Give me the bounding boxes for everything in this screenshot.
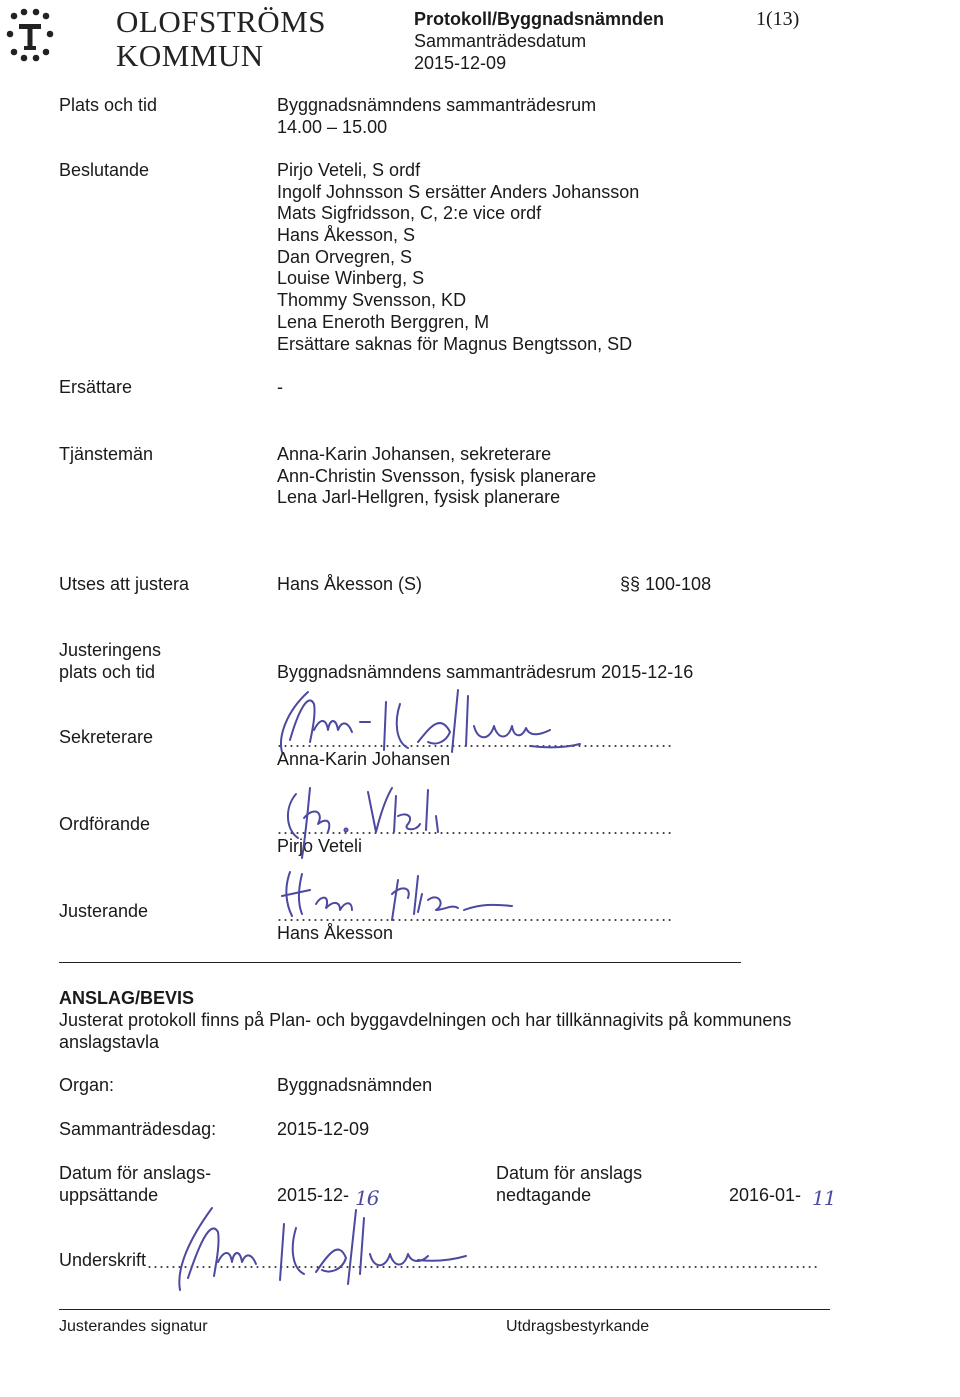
notice-handwritten-signature	[160, 1198, 480, 1298]
posted-day-handwritten: 16	[355, 1186, 379, 1210]
adjust-place-label-line2: plats och tid	[59, 662, 156, 682]
list-item: Hans Åkesson, S	[277, 225, 416, 246]
list-item: Louise Winberg, S	[277, 268, 425, 289]
adjusting-label: Justerande	[59, 901, 149, 921]
substitutes-value: -	[277, 377, 283, 397]
meeting-day-label: Sammanträdesdag:	[59, 1119, 217, 1139]
list-item: Mats Sigfridsson, C, 2:e vice ordf	[277, 203, 542, 224]
footer-extract-certification-label: Utdragsbestyrkande	[506, 1318, 650, 1335]
municipality-name-line1: OLOFSTRÖMS	[116, 4, 326, 39]
page-number: 1(13)	[756, 8, 800, 30]
list-item: Ingolf Johnsson S ersätter Anders Johansson	[277, 181, 640, 202]
notice-heading: ANSLAG/BEVIS	[59, 988, 195, 1008]
list-item: Anna-Karin Johansen, sekreterare	[277, 444, 552, 464]
municipality-emblem-icon	[6, 6, 54, 66]
meeting-day-value: 2015-12-09	[277, 1119, 370, 1139]
organ-value: Byggnadsnämnden	[277, 1075, 433, 1095]
secretary-name: Anna-Karin Johansen	[277, 749, 451, 769]
footer-divider	[59, 1309, 830, 1310]
list-item: Lena Eneroth Berggren, M	[277, 311, 490, 332]
chair-handwritten-signature	[268, 772, 488, 862]
removed-date-label-line1: Datum för anslags	[496, 1163, 643, 1183]
place-label: Plats och tid	[59, 95, 158, 115]
substitutes-label: Ersättare	[59, 377, 133, 397]
list-item: Lena Jarl-Hellgren, fysisk planerare	[277, 487, 561, 508]
posted-date-label-line2: uppsättande	[59, 1185, 159, 1205]
meeting-date: 2015-12-09	[414, 53, 507, 73]
municipality-logo	[6, 4, 326, 73]
adjuster-label: Utses att justera	[59, 574, 190, 594]
organ-label: Organ:	[59, 1075, 115, 1095]
deciding-list	[277, 160, 639, 355]
adjuster-value: Hans Åkesson (S)	[277, 574, 423, 594]
municipality-name-line2: KOMMUN	[116, 38, 264, 73]
notice-text-line2: anslagstavla	[59, 1032, 160, 1052]
footer-adjuster-signature-label: Justerandes signatur	[59, 1318, 208, 1335]
signature-label: Underskrift	[59, 1250, 147, 1270]
list-item: Dan Orvegren, S	[277, 246, 413, 267]
list-item: Pirjo Veteli, S ordf	[277, 160, 421, 180]
adjusting-name: Hans Åkesson	[277, 923, 394, 943]
adjusting-handwritten-signature	[268, 864, 548, 924]
signature-line: ................................................................................................................	[147, 1252, 820, 1272]
posted-date-label-line1: Datum för anslags-	[59, 1163, 212, 1183]
secretary-signature-line: ..................................................................	[277, 731, 674, 751]
officials-label: Tjänstemän	[59, 444, 154, 464]
meeting-date-label: Sammanträdesdatum	[414, 31, 587, 51]
posted-date-value: 2015-12-	[277, 1185, 350, 1205]
officials-list	[277, 444, 596, 509]
section-divider	[59, 962, 741, 963]
adjust-place-value: Byggnadsnämndens sammanträdesrum 2015-12-16	[277, 662, 694, 682]
place-value: Byggnadsnämndens sammanträdesrum	[277, 95, 597, 115]
secretary-handwritten-signature	[268, 682, 588, 762]
list-item: Ersättare saknas för Magnus Bengtsson, SD	[277, 333, 633, 354]
document-title: Protokoll/Byggnadsnämnden	[414, 9, 665, 29]
notice-text-line1: Justerat protokoll finns på Plan- och byggavdelningen och har tillkännagivits på kommunens	[59, 1010, 792, 1030]
removed-date-value: 2016-01-	[729, 1185, 802, 1205]
chair-label: Ordförande	[59, 814, 151, 834]
removed-day-handwritten: 11	[812, 1186, 836, 1210]
list-item: Thommy Svensson, KD	[277, 290, 467, 311]
adjust-place-label-line1: Justeringens	[59, 640, 162, 660]
adjusting-signature-line: ..................................................................	[277, 905, 674, 925]
chair-signature-line: ..................................................................	[277, 818, 674, 838]
removed-date-label-line2: nedtagande	[496, 1185, 592, 1205]
deciding-label: Beslutande	[59, 160, 150, 180]
chair-name: Pirjo Veteli	[277, 836, 363, 856]
secretary-label: Sekreterare	[59, 727, 154, 747]
paragraph-range: §§ 100-108	[620, 574, 712, 594]
time-value: 14.00 – 15.00	[277, 117, 388, 137]
list-item: Ann-Christin Svensson, fysisk planerare	[277, 465, 597, 486]
